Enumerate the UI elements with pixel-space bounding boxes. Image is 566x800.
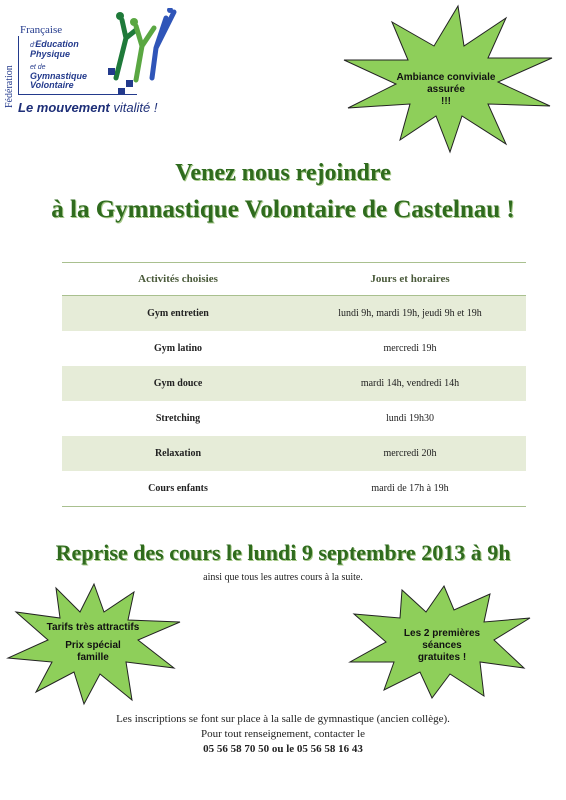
footer-line2: Pour tout renseignement, contacter le <box>200 728 366 740</box>
table-row <box>62 436 526 471</box>
table-row <box>62 296 526 332</box>
table-row <box>62 331 526 366</box>
logo-figures-icon <box>96 8 186 98</box>
table-row <box>62 401 526 436</box>
schedule-table <box>62 262 526 507</box>
col-header-schedule: Jours et horaires <box>294 263 526 296</box>
col-header-activity: Activités choisies <box>62 263 294 296</box>
logo-education-physique: d'Education Physique <box>30 39 79 59</box>
logo-small-d: d' <box>30 42 36 49</box>
schedule-cell: lundi 9h, mardi 19h, jeudi 9h et 19h <box>294 296 526 332</box>
schedule-cell: mercredi 19h <box>383 343 437 354</box>
schedule-cell: mardi 14h, vendredi 14h <box>294 366 526 401</box>
activity-cell: Relaxation <box>62 436 294 471</box>
table-row <box>62 366 526 401</box>
activity-cell: Gym latino <box>153 343 203 354</box>
footer-phones: 05 56 58 70 50 ou le 05 56 58 16 43 <box>203 743 363 755</box>
reprise-subtitle: ainsi que tous les autres cours à la suite. <box>203 572 363 583</box>
activity-cell: Stretching <box>155 413 201 424</box>
schedule-cell: mercredi 20h <box>294 436 526 471</box>
schedule-cell: mardi de 17h à 19h <box>294 471 526 507</box>
footer-line1: Les inscriptions se font sur place à la salle de gymnastique (ancien collège). <box>116 713 450 725</box>
heading-line2: à la Gymnastique Volontaire de Castelnau ! <box>51 196 515 223</box>
logo-vertical-text: Fédération <box>4 65 15 108</box>
activity-cell: Cours enfants <box>62 471 294 507</box>
reprise-title: Reprise des cours le lundi 9 septembre 2013 à 9h <box>55 540 511 565</box>
logo-tagline: Le mouvement vitalité ! <box>18 100 158 115</box>
burst-bottom-right-text: Les 2 premières séances gratuites ! <box>403 628 481 663</box>
burst-top-right-text: Ambiance conviviale assurée !!! <box>396 72 496 107</box>
logo-gymnastique-volontaire: et de Gymnastique Volontaire <box>30 64 88 90</box>
heading-line1: Venez nous rejoindre <box>175 160 391 186</box>
schedule-cell: lundi 19h30 <box>385 413 435 424</box>
burst-bottom-left-text: Tarifs très attractifs Prix spécial famille <box>46 622 140 663</box>
activity-cell: Gym douce <box>62 366 294 401</box>
activity-cell: Gym entretien <box>62 296 294 332</box>
logo-line1: Française <box>20 24 63 36</box>
footer <box>0 712 566 757</box>
table-row <box>62 471 526 507</box>
